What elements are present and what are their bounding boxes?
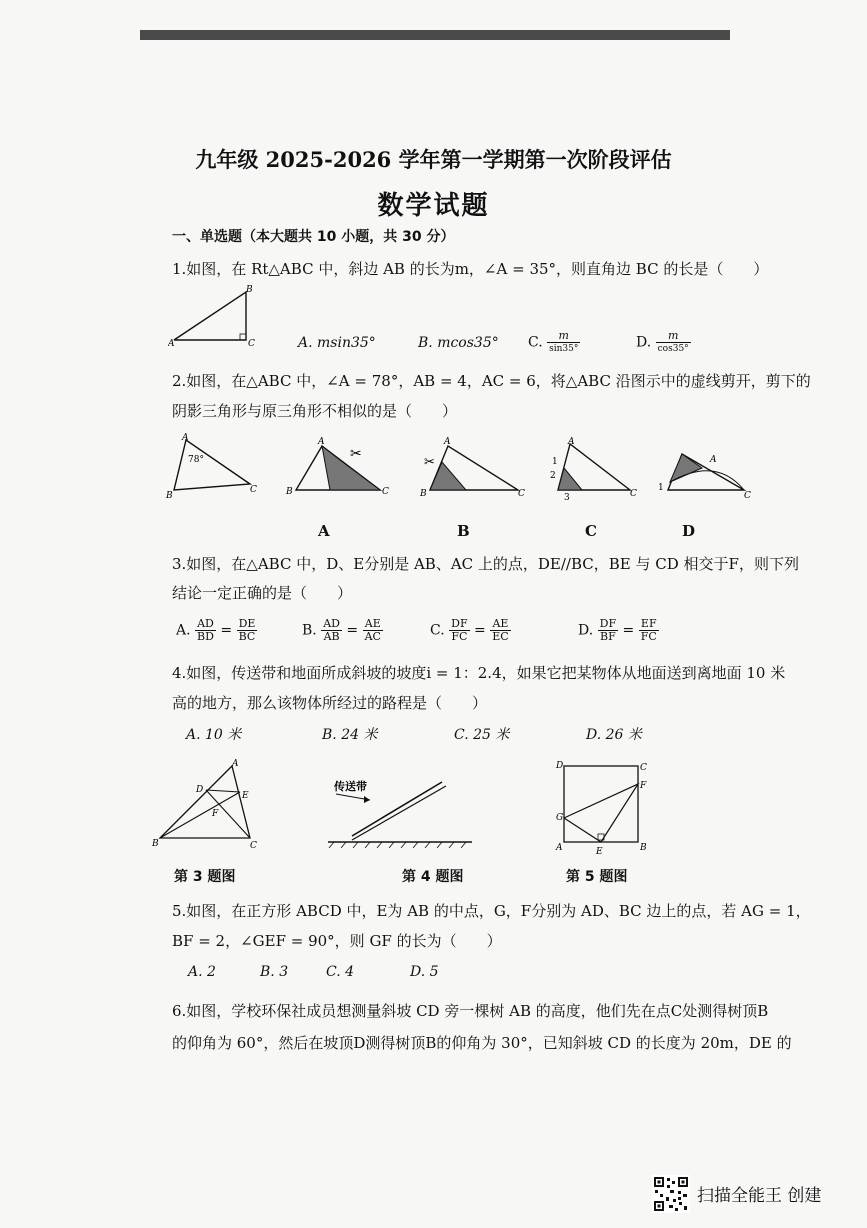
svg-text:1: 1 [552, 457, 558, 467]
svg-text:B: B [152, 839, 159, 849]
qr-code-icon [652, 1175, 690, 1213]
q1-text: 1.如图，在 Rt△ABC 中，斜边 AB 的长为m，∠A = 35°，则直角边 BC 的长是（ ） [172, 260, 769, 278]
q4-text-2: 高的地方，那么该物体所经过的路程是（ ） [172, 694, 488, 712]
svg-text:F: F [212, 809, 219, 819]
q2-figure-b [418, 436, 528, 500]
q4-option-c[interactable]: C. 25 米 [454, 727, 510, 743]
svg-text:F: F [640, 781, 647, 791]
q3-option-d[interactable]: D. $\frac{DF}{BF}$ = $\frac{EF}{FC}$ [578, 617, 657, 643]
q2-text-1: 2.如图，在△ABC 中，∠A = 78°，AB = 4，AC = 6，将△ABC 沿图示中的虚线剪开，剪下的 [172, 372, 811, 390]
svg-text:C: C [382, 487, 389, 497]
q3-option-c[interactable]: C. $\frac{DF}{FC}$ = $\frac{AE}{EC}$ [430, 617, 509, 643]
scissors-icon: ✂ [424, 455, 435, 470]
svg-text:78°: 78° [188, 455, 204, 465]
svg-text:A: A [232, 759, 239, 769]
svg-text:1: 1 [658, 483, 664, 493]
svg-text:B: B [286, 487, 293, 497]
svg-text:C: C [744, 491, 751, 501]
q6-text-1: 6.如图，学校环保社成员想测量斜坡 CD 旁一棵树 AB 的高度，他们先在点C处测得树顶B [172, 1002, 769, 1020]
q5-option-b[interactable]: B. 3 [260, 964, 289, 980]
svg-text:E: E [596, 847, 603, 854]
q1-label-c: C [248, 339, 255, 348]
svg-text:A: A [710, 455, 717, 465]
figure-4 [322, 774, 478, 850]
q2-caption-d: D [682, 522, 696, 540]
section-heading: 一、单选题（本大题共 10 小题，共 30 分） [172, 229, 455, 245]
svg-text:A: A [556, 843, 563, 853]
q4-option-b[interactable]: B. 24 米 [322, 727, 378, 743]
svg-text:D: D [556, 761, 564, 771]
q1-option-a[interactable]: A. msin35° [298, 335, 376, 351]
q3-option-a[interactable]: A. $\frac{AD}{BD}$ = $\frac{DE}{BC}$ [176, 617, 256, 643]
q4-text-1: 4.如图，传送带和地面所成斜坡的坡度i = 1：2.4，如果它把某物体从地面送到离地面 10 米 [172, 664, 786, 682]
q2-figure-a [284, 436, 394, 500]
svg-text:E: E [242, 791, 249, 801]
q3-option-b[interactable]: B. $\frac{AD}{AB}$ = $\frac{AE}{AC}$ [302, 617, 381, 643]
scissors-icon: ✂ [350, 446, 362, 462]
svg-text:C: C [640, 763, 647, 773]
exam-subject: 数学试题 [377, 191, 490, 221]
q1-option-b[interactable]: B. mcos35° [418, 335, 499, 351]
belt-label: 传送带 [334, 780, 367, 793]
svg-text:B: B [640, 843, 647, 853]
q5-option-a[interactable]: A. 2 [188, 964, 216, 980]
figure-3-caption: 第 3 题图 [174, 869, 236, 885]
svg-text:B: B [166, 491, 173, 501]
svg-text:C: C [250, 841, 257, 851]
q1-option-d[interactable]: D. $\frac{m}{\cos 35^\circ}$ [636, 329, 689, 354]
svg-text:C: C [518, 489, 525, 499]
q3-text-2: 结论一定正确的是（ ） [172, 584, 353, 602]
svg-text:A: A [568, 437, 575, 447]
svg-text:C: C [630, 489, 637, 499]
q2-text-2: 阴影三角形与原三角形不相似的是（ ） [172, 402, 458, 420]
q5-option-d[interactable]: D. 5 [410, 964, 439, 980]
q5-text-2: BF = 2，∠GEF = 90°，则 GF 的长为（ ） [172, 932, 502, 950]
q4-option-a[interactable]: A. 10 米 [186, 727, 242, 743]
q6-text-2: 的仰角为 60°，然后在坡顶D测得树顶B的仰角为 30°，已知斜坡 CD 的长度为 20m，DE 的 [172, 1034, 792, 1052]
svg-text:2: 2 [550, 471, 556, 481]
q1-label-b: B [246, 285, 253, 295]
q5-text-1: 5.如图，在正方形 ABCD 中，E为 AB 的中点，G，F分别为 AD、BC 边上的点，若 AG = 1， [172, 902, 811, 920]
svg-text:A: A [444, 437, 451, 447]
q1-option-c[interactable]: C. $\frac{m}{\sin 35^\circ}$ [528, 329, 579, 354]
q2-figure-original [160, 432, 260, 502]
q1-label-a: A [168, 339, 175, 348]
svg-text:A: A [318, 437, 325, 447]
q2-caption-c: C [585, 522, 597, 540]
figure-4-caption: 第 4 题图 [402, 869, 464, 885]
q2-figure-d [656, 446, 752, 502]
svg-text:A: A [182, 433, 189, 443]
exam-title: 九年级 2025-2026 学年第一学期第一次阶段评估 [195, 147, 672, 172]
q3-text-1: 3.如图，在△ABC 中，D、E分别是 AB、AC 上的点，DE//BC，BE 与 CD 相交于F，则下列 [172, 555, 799, 573]
svg-text:3: 3 [564, 493, 570, 500]
scanner-watermark: 扫描全能王 创建 [697, 1186, 822, 1206]
figure-3 [150, 758, 260, 854]
svg-text:G: G [556, 813, 564, 823]
q1-figure [168, 284, 258, 348]
q2-figure-c [548, 434, 638, 500]
q2-caption-a: A [318, 522, 330, 540]
svg-text:B: B [420, 489, 427, 499]
svg-text:C: C [250, 485, 257, 495]
scan-edge [140, 30, 730, 40]
q5-option-c[interactable]: C. 4 [326, 964, 355, 980]
svg-text:D: D [196, 785, 204, 795]
q4-option-d[interactable]: D. 26 米 [586, 727, 642, 743]
figure-5-caption: 第 5 题图 [566, 869, 628, 885]
figure-5 [554, 758, 654, 854]
q2-caption-b: B [457, 522, 470, 540]
